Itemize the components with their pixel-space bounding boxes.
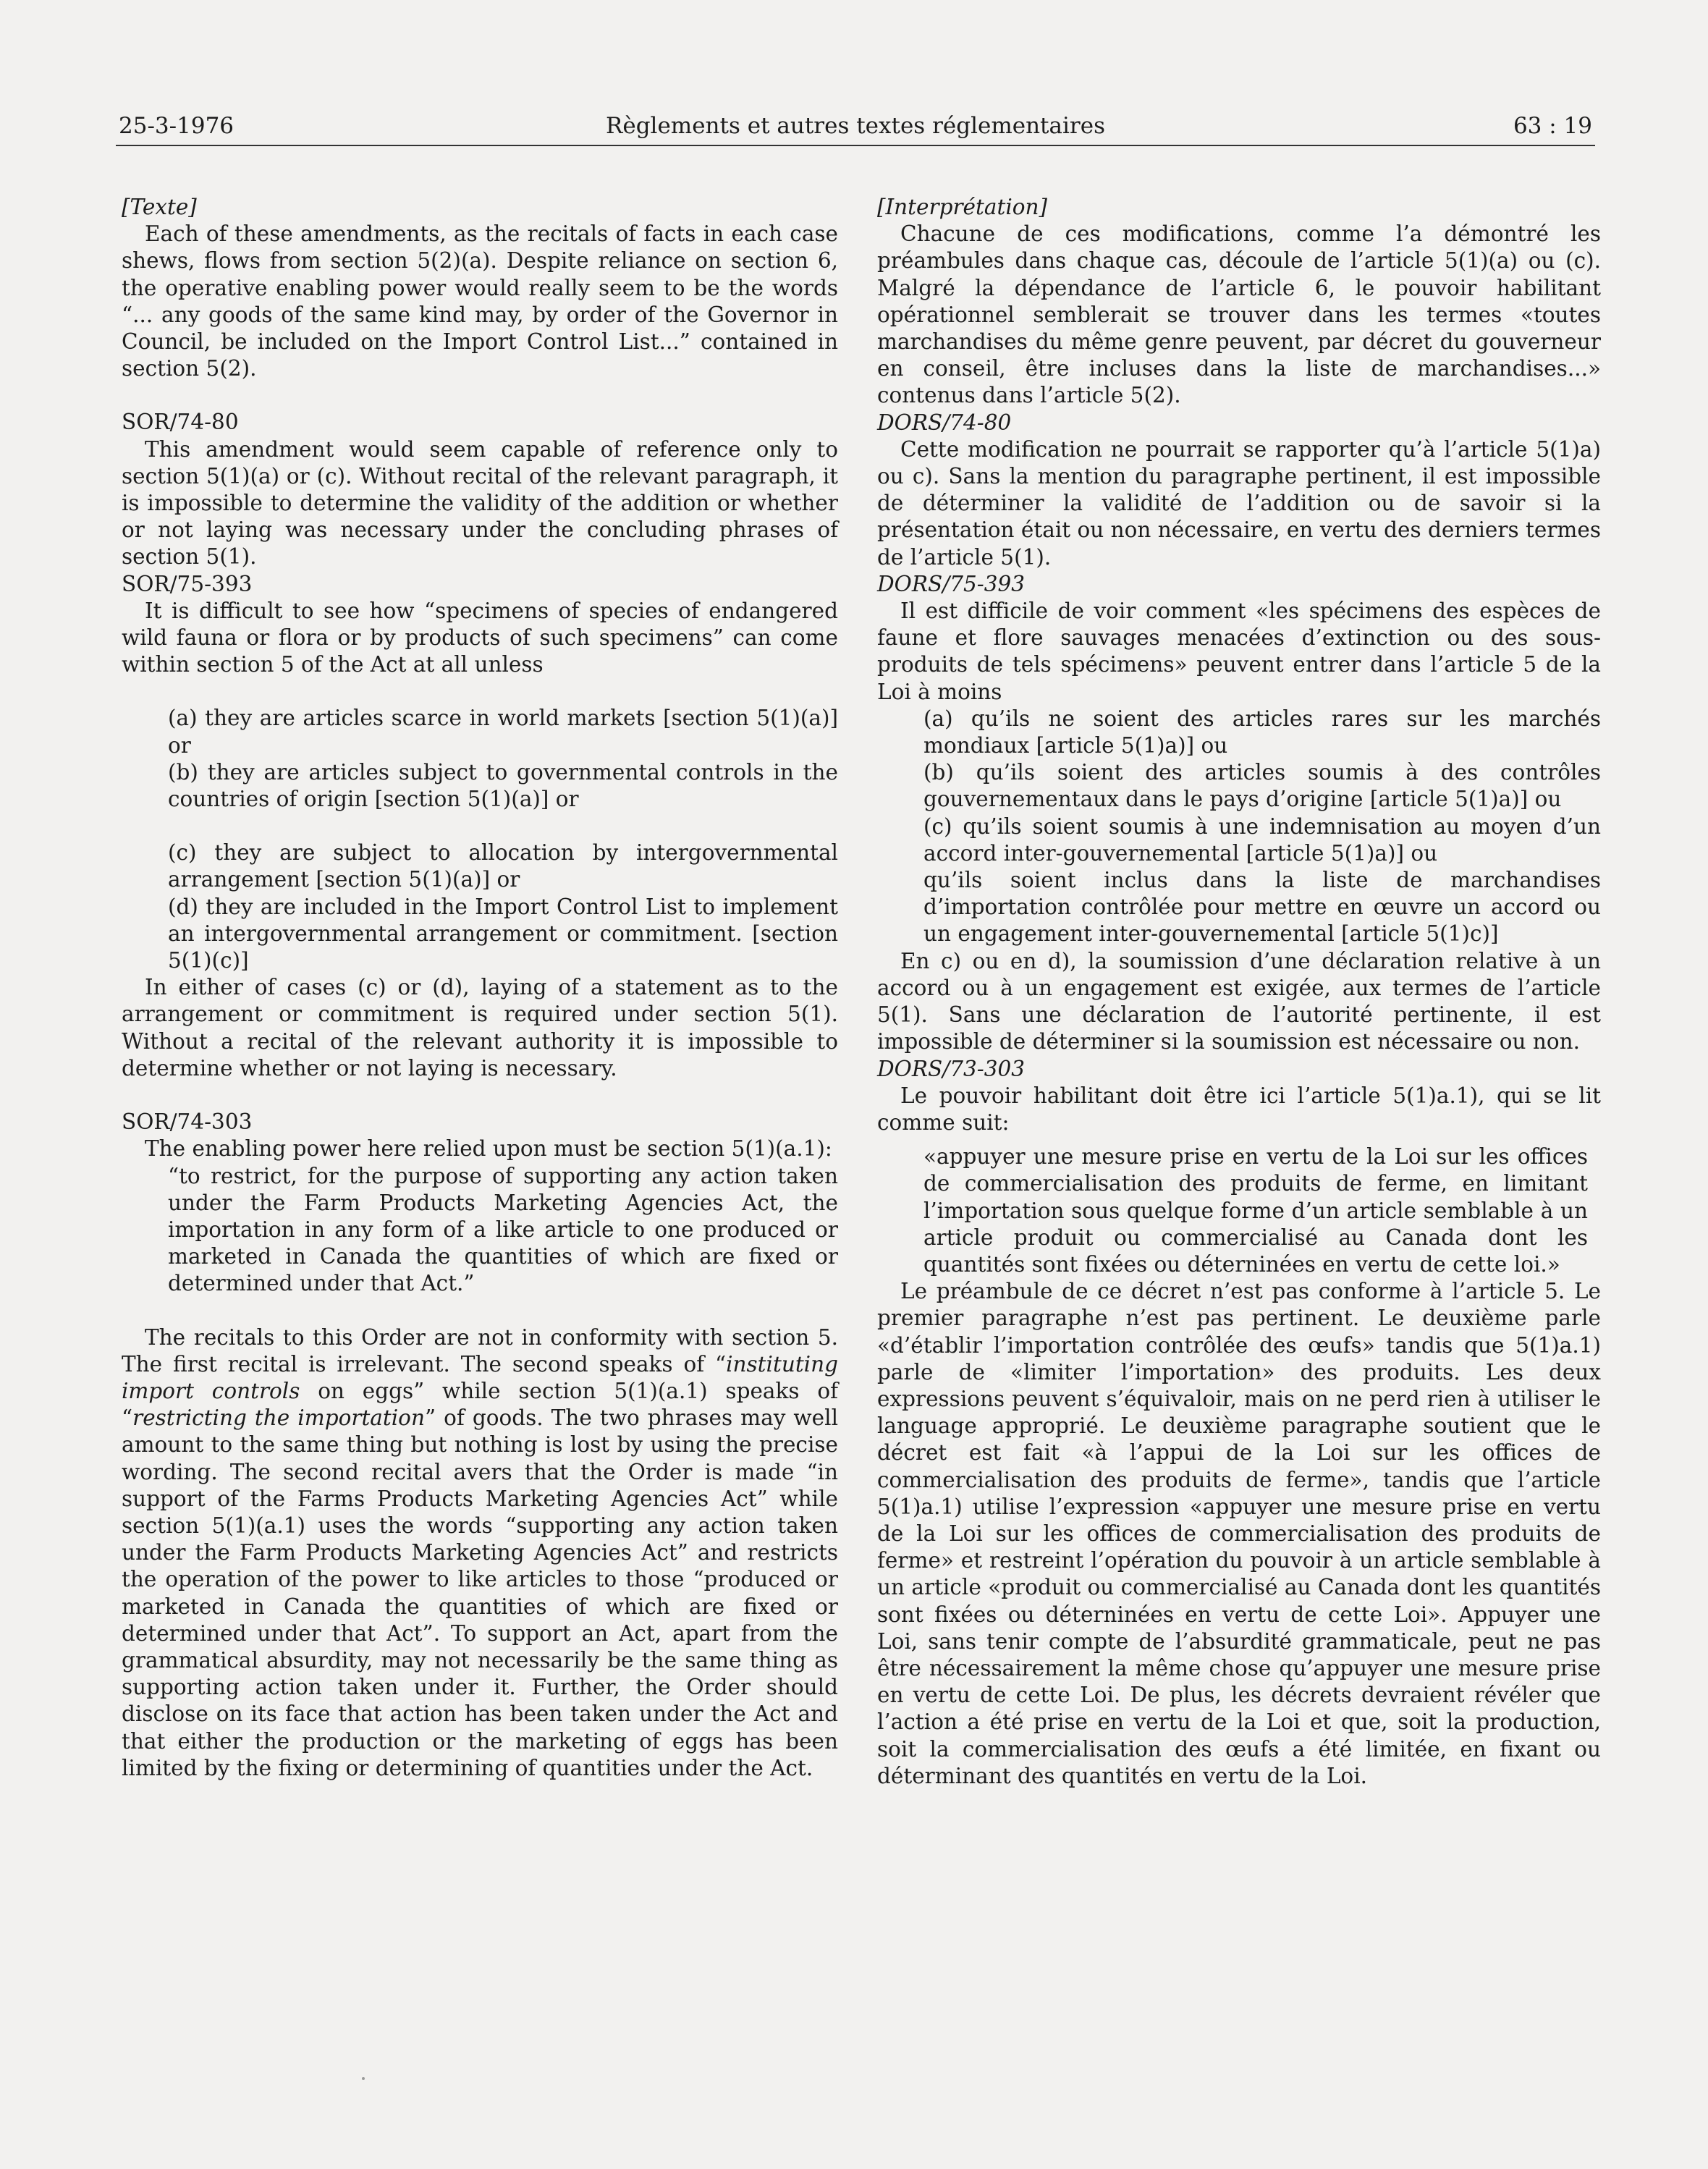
header-page-number: 63 : 19 [1513, 113, 1592, 139]
paragraph: This amendment would seem capable of reference only to section 5(1)(a) or (c). Without recital of the relevant paragraph, it is impossible to determine the validity of the addition or whether or not laying was necessary under the concluding phrases of section 5(1). [122, 436, 838, 570]
paragraph: The enabling power here relied upon must be section 5(1)(a.1): [145, 1136, 832, 1162]
header-date: 25-3-1976 [119, 113, 234, 139]
paragraph: Cette modification ne pourrait se rapporter qu’à l’article 5(1)a) ou c). Sans la mention du paragraphe pertinent, il est impossible de déterminer la validité de l’addition ou de savoir si la présentation était ou non nécessaire, en vertu des derniers termes de l’article 5(1). [877, 436, 1601, 570]
list-item: (a) they are articles scarce in world markets [section 5(1)(a)] or [168, 706, 838, 758]
paragraph: Each of these amendments, as the recitals of facts in each case shews, flows from section 5(2)(a). Despite reliance on section 6, the operative enabling power would really seem to be the words “... any goods of the same kind may, by order of the Governor in Council, be included on the Import Control List...” contained in section 5(2). [122, 221, 838, 381]
list-item: qu’ils soient inclus dans la liste de marchandises d’importation contrôlée pour mettre en œuvre un accord ou un engagement inter-gouvernemental [article 5(1)c)] [923, 868, 1601, 947]
section-ref-sor-74-80: SOR/74-80 [122, 410, 239, 435]
texte-label: [Texte] [122, 195, 197, 219]
list-item: (b) they are articles subject to governmental controls in the countries of origin [section 5(1)(a)] or [168, 759, 838, 812]
paper-speck [362, 2077, 365, 2080]
section-ref-dors-73-303: DORS/73-303 [877, 1056, 1026, 1081]
list-item: (c) they are subject to allocation by intergovernmental arrangement [section 5(1)(a)] or [168, 840, 838, 892]
section-ref-sor-75-393: SOR/75-393 [122, 571, 253, 596]
paragraph: Le préambule de ce décret n’est pas conforme à l’article 5. Le premier paragraphe n’est pas pertinent. Le deuxième parle «d’établir l’importation contrôlée des œufs» tandis que 5(1)a.1) parle de «limiter l’importation» des produits. Les deux expressions peuvent s’équivaloir, mais on ne perd rien à utiliser le language approprié. Le deuxième paragraphe soutient que le décret est fait «à l’appui de la Loi sur les offices de commercialisation des produits de ferme», tandis que l’article 5(1)a.1) utilise l’expression «appuyer une mesure prise en vertu de la Loi sur les offices de commercialisation des produits de ferme» et restreint l’opération du pouvoir à un article semblable à un article «produit ou commercialisé au Canada dont les quantités sont fixées ou déterninées en vertu de cette Loi». Appuyer une Loi, sans tenir compte de l’absurdité grammaticale, peut ne pas être nécessairement la même chose qu’appuyer une mesure prise en vertu de cette Loi. De plus, les décrets devraient révéler que l’action a été prise en vertu de la Loi et que, soit la production, soit la commercialisation des œufs a été limitée, en fixant ou déterminant des quantités en vertu de la Loi. [877, 1279, 1601, 1788]
page-header [116, 110, 1595, 146]
french-column [877, 194, 1601, 1790]
interpretation-label: [Interprétation] [877, 195, 1048, 219]
paragraph: It is difficult to see how “specimens of species of endangered wild fauna or flora or by products of such specimens” can come within section 5 of the Act at all unless [122, 598, 838, 677]
list-item: (a) qu’ils ne soient des articles rares sur les marchés mondiaux [article 5(1)a)] ou [923, 706, 1601, 758]
paragraph: En c) ou en d), la soumission d’une déclaration relative à un accord ou à un engagement est exigée, aux termes de l’article 5(1). Sans une déclaration de l’autorité pertinente, il est impossible de déterminer si la soumission est nécessaire ou non. [877, 948, 1601, 1054]
list-item: (d) they are included in the Import Control List to implement an intergovernmental arrangement or commitment. [section 5(1)(c)] [168, 894, 838, 973]
paragraph: Chacune de ces modifications, comme l’a démontré les préambules dans chaque cas, découle de l’article 5(1)(a) ou (c). Malgré la dépendance de l’article 6, le pouvoir habilitant opérationnel semblerait se trouver dans les termes «toutes marchandises du même genre peuvent, par décret du gouverneur en conseil, être incluses dans la liste de marchandises...» contenus dans l’article 5(2). [877, 221, 1601, 408]
paragraph: The recitals to this Order are not in conformity with section 5. The first recital is irrelevant. The second speaks of “instituting import controls on eggs” while section 5(1)(a.1) speaks of “restricting the importation” of goods. The two phrases may well amount to the same thing but nothing is lost by using the precise wording. The second recital avers that the Order is made “in support of the Farms Products Marketing Agencies Act” while section 5(1)(a.1) uses the words “supporting any action taken under the Farm Products Marketing Agencies Act” and restricts the operation of the power to like articles to those “produced or marketed in Canada the quantities of which are fixed or determined under that Act”. To support an Act, apart from the grammatical absurdity, may not necessarily be the same thing as supporting action taken under it. Further, the Order should disclose on its face that action has been taken under the Act and that either the production or the marketing of eggs has been limited by the fixing or determining of quantities under the Act. [122, 1324, 838, 1780]
list-item: (b) qu’ils soient des articles soumis à des contrôles gouvernementaux dans le pays d’origine [article 5(1)a)] ou [923, 760, 1601, 812]
section-ref-dors-75-393: DORS/75-393 [877, 571, 1026, 596]
english-column [122, 194, 838, 1782]
section-ref-dors-74-80: DORS/74-80 [877, 410, 1012, 435]
header-title: Règlements et autres textes réglementaires [606, 113, 1105, 139]
paragraph: In either of cases (c) or (d), laying of a statement as to the arrangement or commitment is required under section 5(1). Without a recital of the relevant authority it is impossible to determine whether or not laying is necessary. [122, 975, 838, 1081]
paragraph: Il est difficile de voir comment «les spécimens des espèces de faune et flore sauvages menacées d’extinction ou des sous-produits de tels spécimens» peuvent entrer dans l’article 5 de la Loi à moins [877, 599, 1601, 704]
section-ref-sor-74-303: SOR/74-303 [122, 1109, 253, 1135]
paragraph: Le pouvoir habilitant doit être ici l’article 5(1)a.1), qui se lit comme suit: [877, 1083, 1601, 1135]
list-item: (c) qu’ils soient soumis à une indemnisation au moyen d’un accord inter-gouvernemental [article 5(1)a)] ou [923, 813, 1601, 866]
quotation: «appuyer une mesure prise en vertu de la Loi sur les offices de commercialisation des produits de ferme, en limitant l’importation sous quelque forme d’un article semblable à un article produit ou commercialisé au Canada dont les quantités sont fixées ou déterninées en vertu de cette loi.» [923, 1144, 1588, 1277]
quotation: “to restrict, for the purpose of supporting any action taken under the Farm Products Marketing Agencies Act, the importation in any form of a like article to one produced or marketed in Canada the quantities of which are fixed or determined under that Act.” [168, 1163, 838, 1296]
